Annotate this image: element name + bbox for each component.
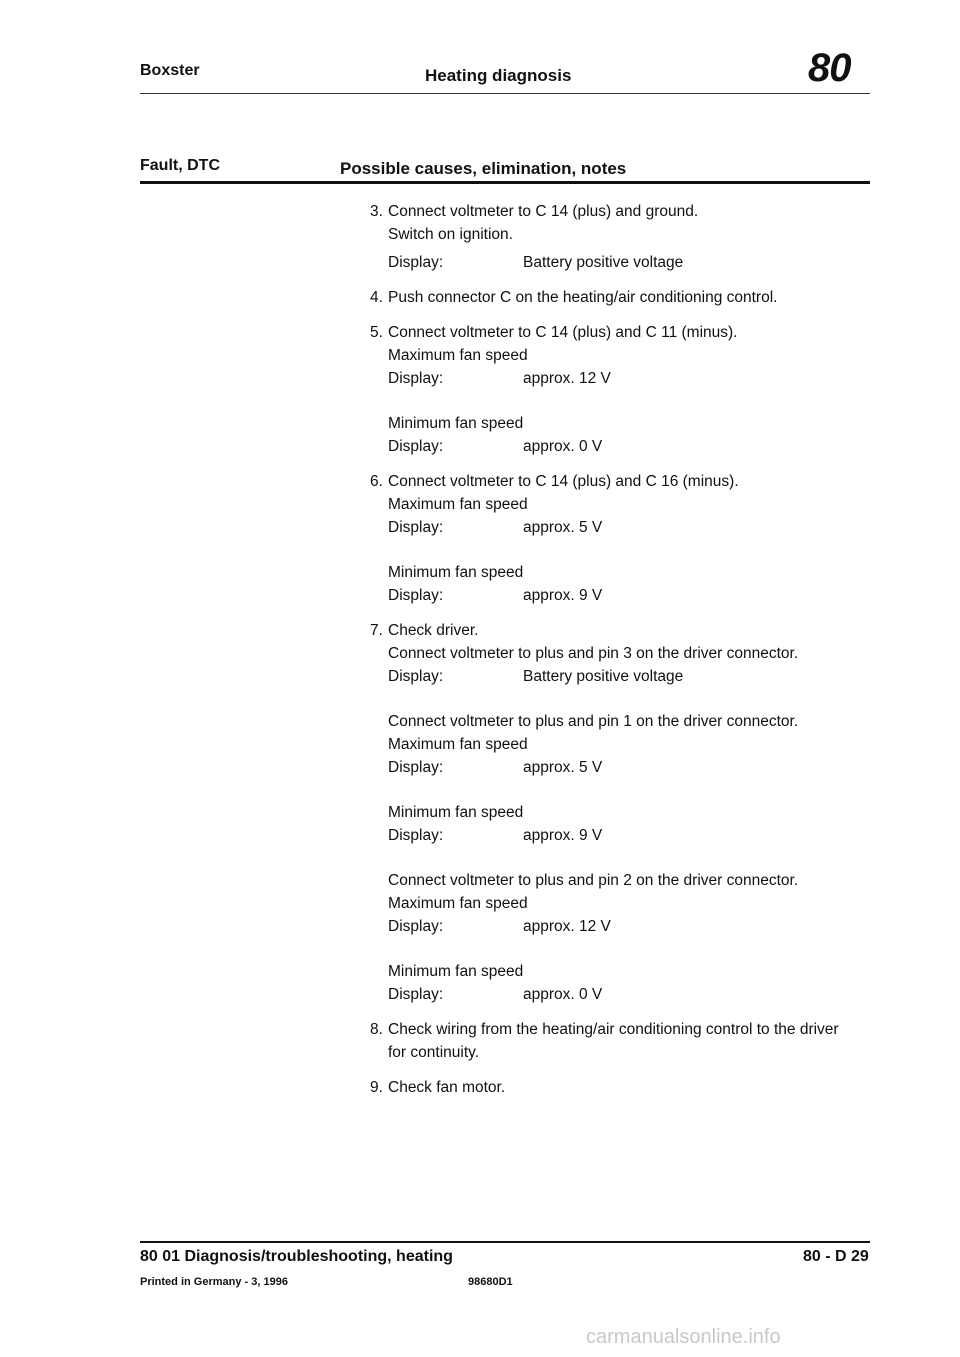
section-number: 80 bbox=[808, 46, 851, 90]
display-value: approx. 9 V bbox=[523, 587, 603, 604]
step-5 bbox=[370, 321, 870, 458]
display-reading bbox=[388, 435, 870, 458]
display-value: Battery positive voltage bbox=[523, 668, 684, 685]
display-reading bbox=[388, 983, 870, 1006]
display-reading bbox=[388, 824, 870, 847]
display-reading bbox=[388, 367, 870, 390]
step-9 bbox=[370, 1076, 870, 1099]
step-line: Check wiring from the heating/air conditioning control to the driver bbox=[388, 1021, 839, 1038]
print-info: Printed in Germany - 3, 1996 bbox=[140, 1276, 288, 1288]
column-heading-causes: Possible causes, elimination, notes bbox=[340, 159, 627, 178]
step-line: Connect voltmeter to plus and pin 2 on the driver connector. bbox=[388, 872, 799, 889]
display-label: Display: bbox=[388, 587, 444, 604]
page-number: 80 - D 29 bbox=[803, 1248, 869, 1265]
step-line: Push connector C on the heating/air conditioning control. bbox=[388, 289, 778, 306]
step-number: 9. bbox=[370, 1079, 383, 1096]
step-line: Connect voltmeter to C 14 (plus) and C 16 (minus). bbox=[388, 473, 739, 490]
display-value: approx. 0 V bbox=[523, 986, 603, 1003]
step-number: 7. bbox=[370, 622, 383, 639]
footer-title: 80 01 Diagnosis/troubleshooting, heating bbox=[140, 1248, 453, 1265]
display-value: approx. 12 V bbox=[523, 370, 611, 387]
step-3 bbox=[370, 200, 870, 274]
step-number: 6. bbox=[370, 473, 383, 490]
step-line: Check fan motor. bbox=[388, 1079, 506, 1096]
display-value: approx. 5 V bbox=[523, 759, 603, 776]
step-7 bbox=[370, 619, 870, 1006]
display-value: approx. 9 V bbox=[523, 827, 603, 844]
display-reading bbox=[388, 915, 870, 938]
display-value: approx. 5 V bbox=[523, 519, 603, 536]
fan-speed-label: Minimum fan speed bbox=[388, 963, 524, 980]
fan-speed-label: Maximum fan speed bbox=[388, 496, 528, 513]
display-value: approx. 12 V bbox=[523, 918, 611, 935]
display-label: Display: bbox=[388, 370, 444, 387]
display-value: Battery positive voltage bbox=[523, 254, 684, 271]
step-number: 5. bbox=[370, 324, 383, 341]
display-reading bbox=[388, 251, 870, 274]
header-rule bbox=[140, 93, 870, 94]
watermark: carmanualsonline.info bbox=[586, 1326, 781, 1348]
step-line: for continuity. bbox=[388, 1044, 480, 1061]
step-number: 3. bbox=[370, 203, 383, 220]
step-6 bbox=[370, 470, 870, 607]
step-line: Connect voltmeter to plus and pin 1 on the driver connector. bbox=[388, 713, 799, 730]
procedure-steps bbox=[370, 200, 870, 1099]
fan-speed-label: Maximum fan speed bbox=[388, 895, 528, 912]
display-label: Display: bbox=[388, 668, 444, 685]
fan-speed-label: Maximum fan speed bbox=[388, 736, 528, 753]
step-number: 4. bbox=[370, 289, 383, 306]
fan-speed-label: Minimum fan speed bbox=[388, 564, 524, 581]
column-heading-rule bbox=[140, 181, 870, 184]
display-reading bbox=[388, 584, 870, 607]
display-value: approx. 0 V bbox=[523, 438, 603, 455]
display-label: Display: bbox=[388, 986, 444, 1003]
display-label: Display: bbox=[388, 254, 444, 271]
display-label: Display: bbox=[388, 827, 444, 844]
step-8 bbox=[370, 1018, 870, 1064]
step-line: Connect voltmeter to C 14 (plus) and C 11 (minus). bbox=[388, 324, 738, 341]
document-code: 98680D1 bbox=[468, 1276, 513, 1288]
header-model: Boxster bbox=[140, 62, 200, 79]
step-number: 8. bbox=[370, 1021, 383, 1038]
display-label: Display: bbox=[388, 519, 444, 536]
step-line: Connect voltmeter to plus and pin 3 on the driver connector. bbox=[388, 645, 799, 662]
footer-rule bbox=[140, 1241, 870, 1243]
step-line: Connect voltmeter to C 14 (plus) and ground. bbox=[388, 203, 699, 220]
display-reading bbox=[388, 665, 870, 688]
display-label: Display: bbox=[388, 918, 444, 935]
fan-speed-label: Minimum fan speed bbox=[388, 804, 524, 821]
display-label: Display: bbox=[388, 759, 444, 776]
display-reading bbox=[388, 516, 870, 539]
step-line: Switch on ignition. bbox=[388, 226, 513, 243]
fan-speed-label: Minimum fan speed bbox=[388, 415, 524, 432]
fan-speed-label: Maximum fan speed bbox=[388, 347, 528, 364]
step-4 bbox=[370, 286, 870, 309]
display-reading bbox=[388, 756, 870, 779]
display-label: Display: bbox=[388, 438, 444, 455]
step-line: Check driver. bbox=[388, 622, 479, 639]
column-heading-fault: Fault, DTC bbox=[140, 157, 220, 174]
header-title: Heating diagnosis bbox=[425, 66, 572, 85]
